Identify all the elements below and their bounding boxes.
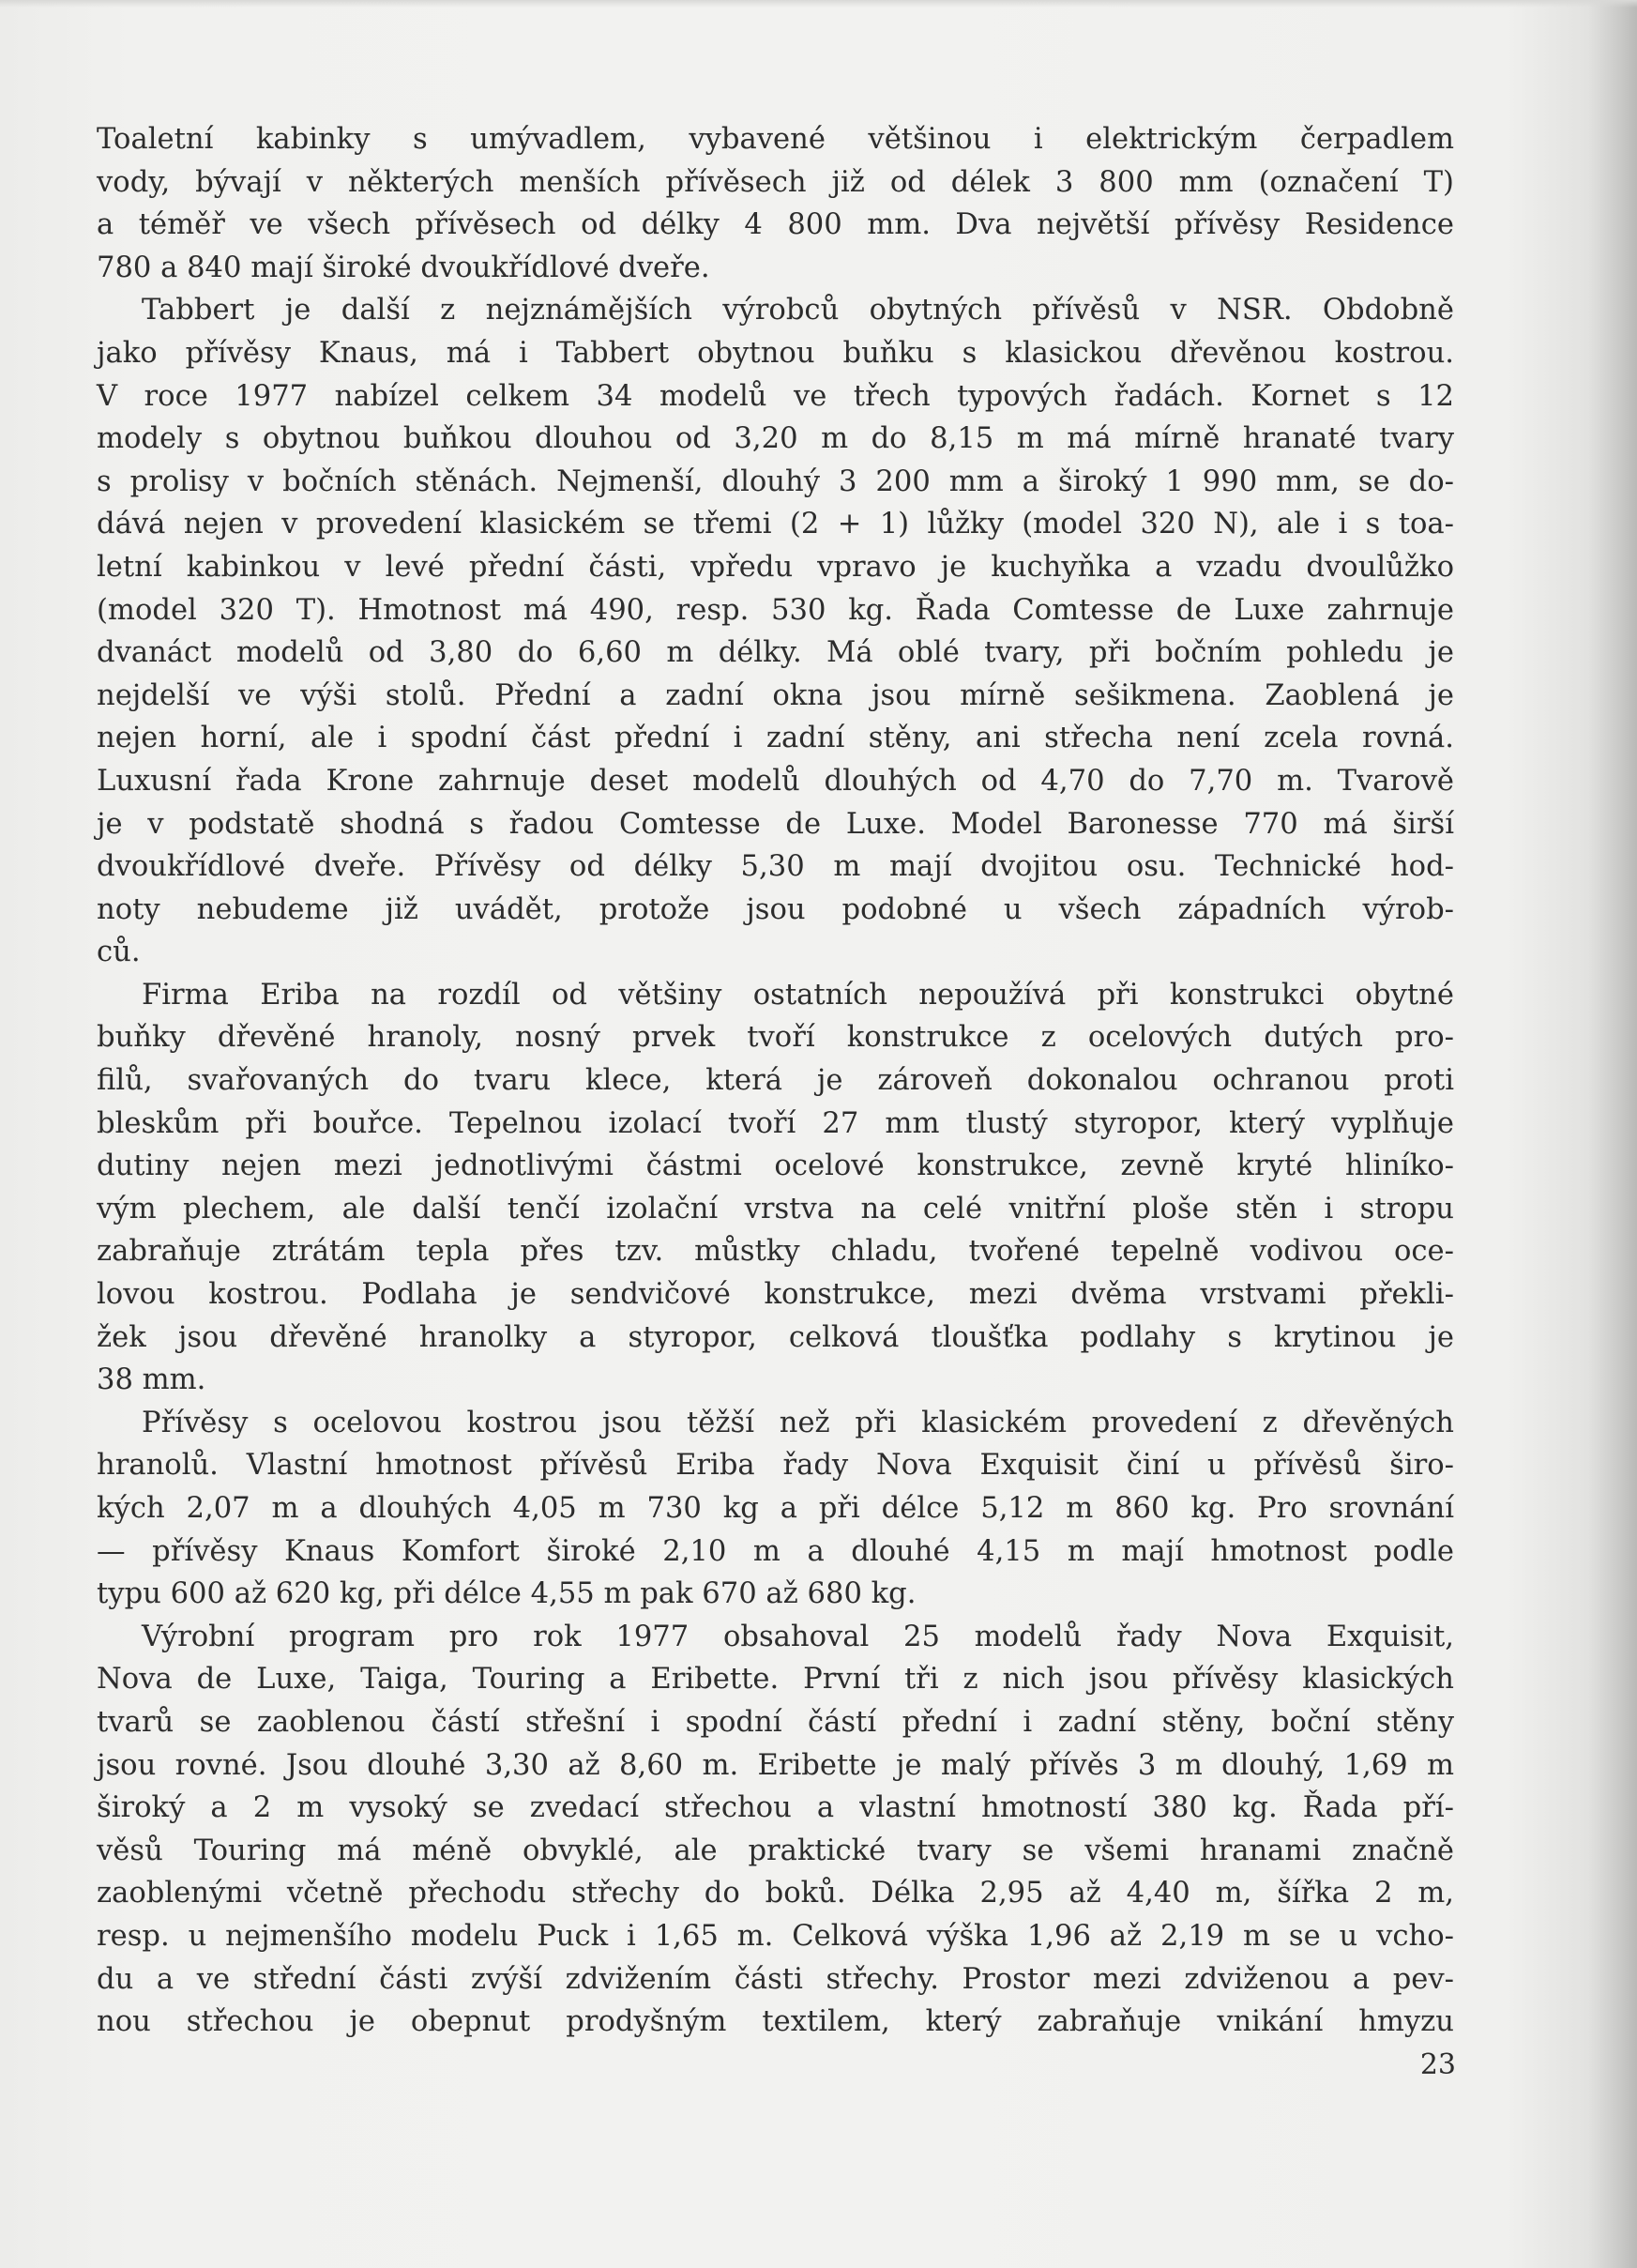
text-line: V roce 1977 nabízel celkem 34 modelů ve třech typových řadách. Kornet s 12	[97, 379, 1454, 413]
text-line: 780 a 840 mají široké dvoukřídlové dveře.	[97, 251, 710, 284]
text-line: du a ve střední části zvýší zdvižením části střechy. Prostor mezi zdviženou a pev-	[97, 1962, 1454, 1996]
paragraph	[97, 1402, 1454, 1616]
page-edge-shadow	[0, 0, 1637, 8]
body-text	[97, 118, 1454, 2044]
text-line: nejdelší ve výši stolů. Přední a zadní okna jsou mírně sešikmena. Zaoblená je	[97, 678, 1454, 712]
text-line: modely s obytnou buňkou dlouhou od 3,20 m do 8,15 m má mírně hranaté tvary	[97, 422, 1454, 456]
paragraph	[97, 118, 1454, 289]
text-line: kých 2,07 m a dlouhých 4,05 m 730 kg a při délce 5,12 m 860 kg. Pro srovnání	[97, 1492, 1454, 1525]
text-line: resp. u nejmenšího modelu Puck i 1,65 m. Celková výška 1,96 až 2,19 m se u vcho-	[97, 1919, 1454, 1953]
text-line: je v podstatě shodná s řadou Comtesse de Luxe. Model Baronesse 770 má širší	[97, 807, 1454, 841]
text-line: (model 320 T). Hmotnost má 490, resp. 530 kg. Řada Comtesse de Luxe zahrnuje	[97, 593, 1454, 627]
text-line: Luxusní řada Krone zahrnuje deset modelů dlouhých od 4,70 do 7,70 m. Tvarově	[97, 764, 1454, 798]
paragraph	[97, 289, 1454, 974]
text-line: bleskům při bouřce. Tepelnou izolací tvoří 27 mm tlustý styropor, který vyplňuje	[97, 1106, 1454, 1140]
text-line: dává nejen v provedení klasickém se třemi (2 + 1) lůžky (model 320 N), ale i s toa-	[97, 508, 1454, 541]
text-line: Výrobní program pro rok 1977 obsahoval 25 modelů řady Nova Exquisit,	[142, 1620, 1454, 1653]
text-line: Přívěsy s ocelovou kostrou jsou těžší než při klasickém provedení z dřevěných	[142, 1406, 1454, 1439]
text-line: zaoblenými včetně přechodu střechy do boků. Délka 2,95 až 4,40 m, šířka 2 m,	[97, 1877, 1454, 1910]
text-line: ců.	[97, 936, 141, 969]
text-line: vody, bývají v některých menších přívěsech již od délek 3 800 mm (označení T)	[97, 165, 1454, 199]
text-line: vým plechem, ale další tenčí izolační vrstva na celé vnitřní ploše stěn i stropu	[97, 1192, 1454, 1225]
paragraph	[97, 974, 1454, 1402]
text-line: noty nebudeme již uvádět, protože jsou podobné u všech západních výrob-	[97, 892, 1454, 926]
text-line: jako přívěsy Knaus, má i Tabbert obytnou buňku s klasickou dřevěnou kostrou.	[97, 336, 1454, 370]
text-line: Tabbert je další z nejznámějších výrobců obytných přívěsů v NSR. Obdobně	[142, 294, 1454, 327]
text-line: typu 600 až 620 kg, při délce 4,55 m pak 670 až 680 kg.	[97, 1577, 917, 1611]
text-line: dvoukřídlové dveře. Přívěsy od délky 5,30 m mají dvojitou osu. Technické hod-	[97, 850, 1454, 884]
text-line: dutiny nejen mezi jednotlivými částmi ocelové konstrukce, zevně kryté hliníko-	[97, 1149, 1454, 1183]
text-line: žek jsou dřevěné hranolky a styropor, celková tloušťka podlahy s krytinou je	[97, 1320, 1454, 1354]
text-line: a téměř ve všech přívěsech od délky 4 800 mm. Dva největší přívěsy Residence	[97, 208, 1454, 242]
text-line: s prolisy v bočních stěnách. Nejmenší, dlouhý 3 200 mm a široký 1 990 mm, se do-	[97, 464, 1454, 498]
text-line: buňky dřevěné hranoly, nosný prvek tvoří konstrukce z ocelových dutých pro-	[97, 1021, 1454, 1055]
text-line: Nova de Luxe, Taiga, Touring a Eribette. První tři z nich jsou přívěsy klasických	[97, 1663, 1454, 1697]
paragraph	[97, 1616, 1454, 2044]
text-line: lovou kostrou. Podlaha je sendvičové konstrukce, mezi dvěma vrstvami překli-	[97, 1278, 1454, 1312]
text-line: jsou rovné. Jsou dlouhé 3,30 až 8,60 m. Eribette je malý přívěs 3 m dlouhý, 1,69 m	[97, 1748, 1454, 1782]
text-line: široký a 2 m vysoký se zvedací střechou a vlastní hmotností 380 kg. Řada pří-	[97, 1791, 1454, 1825]
text-line: dvanáct modelů od 3,80 do 6,60 m délky. Má oblé tvary, při bočním pohledu je	[97, 636, 1454, 670]
text-line: Toaletní kabinky s umývadlem, vybavené většinou i elektrickým čerpadlem	[97, 123, 1454, 156]
text-line: věsů Touring má méně obvyklé, ale praktické tvary se všemi hranami značně	[97, 1834, 1454, 1867]
text-line: tvarů se zaoblenou částí střešní i spodní částí přední i zadní stěny, boční stěny	[97, 1705, 1454, 1739]
text-line: zabraňuje ztrátám tepla přes tzv. můstky chladu, tvořené tepelně vodivou oce-	[97, 1235, 1454, 1269]
page-number: 23	[1419, 2048, 1456, 2081]
text-line: filů, svařovaných do tvaru klece, která je zároveň dokonalou ochranou proti	[97, 1064, 1454, 1098]
text-line: Firma Eriba na rozdíl od většiny ostatních nepoužívá při konstrukci obytné	[142, 978, 1454, 1012]
text-line: 38 mm.	[97, 1363, 206, 1397]
text-line: — přívěsy Knaus Komfort široké 2,10 m a dlouhé 4,15 m mají hmotnost podle	[97, 1534, 1454, 1568]
text-line: nejen horní, ale i spodní část přední i zadní stěny, ani střecha není zcela rovná.	[97, 722, 1454, 755]
text-line: letní kabinkou v levé přední části, vpředu vpravo je kuchyňka a vzadu dvoulůžko	[97, 550, 1454, 584]
text-line: nou střechou je obepnut prodyšným textilem, který zabraňuje vnikání hmyzu	[97, 2005, 1454, 2039]
text-line: hranolů. Vlastní hmotnost přívěsů Eriba řady Nova Exquisit činí u přívěsů širo-	[97, 1449, 1454, 1483]
